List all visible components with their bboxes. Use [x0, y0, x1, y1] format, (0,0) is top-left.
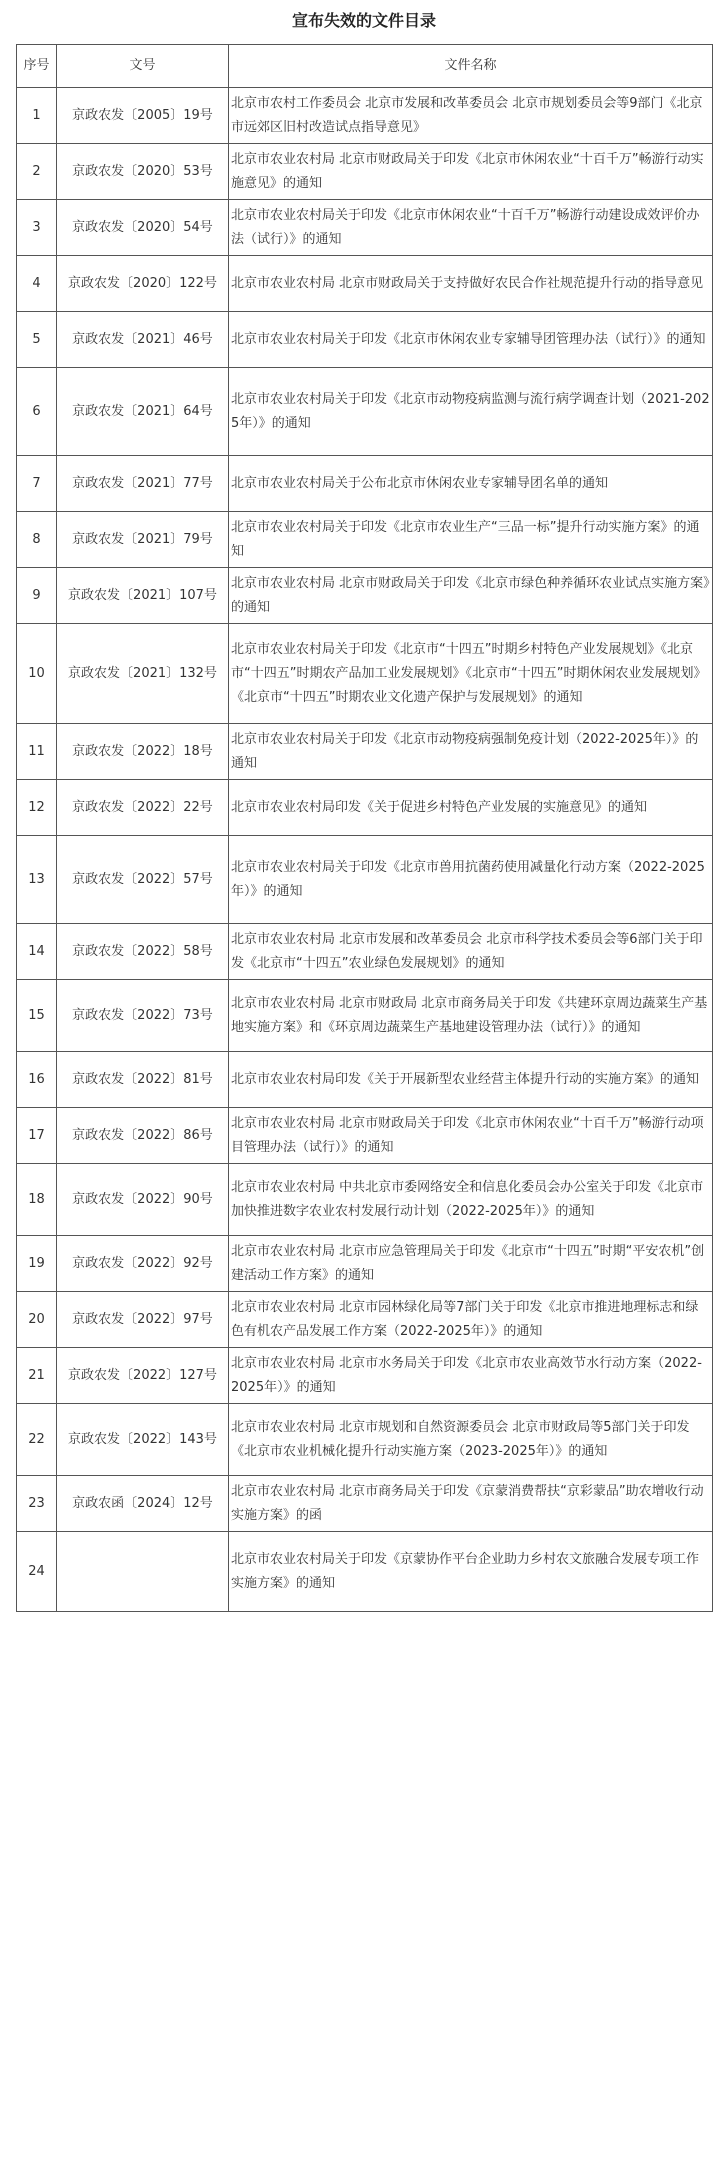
- row-index: 14: [17, 924, 57, 980]
- row-doc-name: 北京市农业农村局印发《关于促进乡村特色产业发展的实施意见》的通知: [229, 780, 713, 836]
- row-doc-number: 京政农发〔2022〕73号: [57, 980, 229, 1052]
- row-doc-name: 北京市农业农村局关于印发《京蒙协作平台企业助力乡村农文旅融合发展专项工作实施方案》的通知: [229, 1532, 713, 1612]
- row-doc-name: 北京市农业农村局印发《关于开展新型农业经营主体提升行动的实施方案》的通知: [229, 1052, 713, 1108]
- row-doc-number: 京政农发〔2022〕18号: [57, 724, 229, 780]
- table-row: [17, 1108, 713, 1164]
- table-row: [17, 144, 713, 200]
- row-doc-number: 京政农发〔2021〕107号: [57, 568, 229, 624]
- row-doc-name: 北京市农业农村局关于印发《北京市动物疫病强制免疫计划（2022-2025年）》的通知: [229, 724, 713, 780]
- table-row: [17, 368, 713, 456]
- row-doc-number: 京政农发〔2021〕64号: [57, 368, 229, 456]
- table-row: [17, 980, 713, 1052]
- row-doc-name: 北京市农业农村局 北京市发展和改革委员会 北京市科学技术委员会等6部门关于印发《北京市“十四五”农业绿色发展规划》的通知: [229, 924, 713, 980]
- row-doc-number: 京政农发〔2022〕127号: [57, 1348, 229, 1404]
- row-doc-name: 北京市农业农村局 北京市财政局关于印发《北京市绿色种养循环农业试点实施方案》的通知: [229, 568, 713, 624]
- row-doc-name: 北京市农业农村局 北京市财政局关于印发《北京市休闲农业“十百千万”畅游行动项目管理办法（试行）》的通知: [229, 1108, 713, 1164]
- row-index: 15: [17, 980, 57, 1052]
- row-index: 2: [17, 144, 57, 200]
- table-row: [17, 724, 713, 780]
- table-row: [17, 568, 713, 624]
- row-doc-number: 京政农发〔2022〕90号: [57, 1164, 229, 1236]
- table-row: [17, 312, 713, 368]
- row-doc-name: 北京市农业农村局 北京市财政局 北京市商务局关于印发《共建环京周边蔬菜生产基地实施方案》和《环京周边蔬菜生产基地建设管理办法（试行）》的通知: [229, 980, 713, 1052]
- row-index: 24: [17, 1532, 57, 1612]
- row-index: 6: [17, 368, 57, 456]
- row-index: 3: [17, 200, 57, 256]
- row-index: 16: [17, 1052, 57, 1108]
- table-row: [17, 1164, 713, 1236]
- row-doc-name: 北京市农业农村局关于印发《北京市动物疫病监测与流行病学调查计划（2021-2025年）》的通知: [229, 368, 713, 456]
- row-doc-name: 北京市农业农村局关于印发《北京市休闲农业“十百千万”畅游行动建设成效评价办法（试行）》的通知: [229, 200, 713, 256]
- table-row: [17, 256, 713, 312]
- table-row: [17, 456, 713, 512]
- row-doc-number: 京政农发〔2021〕77号: [57, 456, 229, 512]
- row-doc-name: 北京市农业农村局 中共北京市委网络安全和信息化委员会办公室关于印发《北京市加快推进数字农业农村发展行动计划（2022-2025年）》的通知: [229, 1164, 713, 1236]
- row-index: 4: [17, 256, 57, 312]
- row-index: 12: [17, 780, 57, 836]
- row-index: 19: [17, 1236, 57, 1292]
- header-index: 序号: [17, 45, 57, 88]
- row-index: 20: [17, 1292, 57, 1348]
- row-doc-name: 北京市农业农村局 北京市水务局关于印发《北京市农业高效节水行动方案（2022-2025年）》的通知: [229, 1348, 713, 1404]
- row-doc-number: 京政农发〔2022〕97号: [57, 1292, 229, 1348]
- row-doc-number: 京政农发〔2022〕81号: [57, 1052, 229, 1108]
- row-index: 11: [17, 724, 57, 780]
- row-doc-number: 京政农发〔2005〕19号: [57, 88, 229, 144]
- row-index: 7: [17, 456, 57, 512]
- row-index: 10: [17, 624, 57, 724]
- table-row: [17, 924, 713, 980]
- row-doc-number: 京政农发〔2020〕54号: [57, 200, 229, 256]
- row-index: 1: [17, 88, 57, 144]
- row-doc-name: 北京市农业农村局 北京市财政局关于印发《北京市休闲农业“十百千万”畅游行动实施意见》的通知: [229, 144, 713, 200]
- header-doc-name: 文件名称: [229, 45, 713, 88]
- table-row: [17, 512, 713, 568]
- row-index: 17: [17, 1108, 57, 1164]
- document-title: 宣布失效的文件目录: [291, 11, 436, 30]
- row-doc-name: 北京市农业农村局关于公布北京市休闲农业专家辅导团名单的通知: [229, 456, 713, 512]
- table-row: [17, 780, 713, 836]
- table-row: [17, 1292, 713, 1348]
- table-body: [17, 88, 713, 1612]
- row-doc-name: 北京市农业农村局关于印发《北京市兽用抗菌药使用减量化行动方案（2022-2025年）》的通知: [229, 836, 713, 924]
- table-row: [17, 1348, 713, 1404]
- table-row: [17, 1532, 713, 1612]
- row-index: 18: [17, 1164, 57, 1236]
- row-index: 13: [17, 836, 57, 924]
- row-doc-name: 北京市农业农村局关于印发《北京市“十四五”时期乡村特色产业发展规划》《北京市“十四五”时期农产品加工业发展规划》《北京市“十四五”时期休闲农业发展规划》《北京市“十四五”时期农业文化遗产保护与发展规划》的通知: [229, 624, 713, 724]
- row-doc-number: 京政农发〔2022〕143号: [57, 1404, 229, 1476]
- table-row: [17, 1052, 713, 1108]
- header-doc-number: 文号: [57, 45, 229, 88]
- row-index: 9: [17, 568, 57, 624]
- row-doc-number: 京政农发〔2021〕132号: [57, 624, 229, 724]
- row-doc-number: 京政农发〔2021〕79号: [57, 512, 229, 568]
- table-row: [17, 1404, 713, 1476]
- row-index: 23: [17, 1476, 57, 1532]
- row-doc-name: 北京市农业农村局 北京市应急管理局关于印发《北京市“十四五”时期“平安农机”创建活动工作方案》的通知: [229, 1236, 713, 1292]
- row-index: 22: [17, 1404, 57, 1476]
- row-doc-number: 京政农发〔2022〕92号: [57, 1236, 229, 1292]
- row-doc-name: 北京市农业农村局 北京市园林绿化局等7部门关于印发《北京市推进地理标志和绿色有机农产品发展工作方案（2022-2025年）》的通知: [229, 1292, 713, 1348]
- table-row: [17, 624, 713, 724]
- row-doc-number: 京政农函〔2024〕12号: [57, 1476, 229, 1532]
- row-index: 21: [17, 1348, 57, 1404]
- table-row: [17, 836, 713, 924]
- row-doc-number: 京政农发〔2022〕57号: [57, 836, 229, 924]
- row-doc-number: 京政农发〔2020〕53号: [57, 144, 229, 200]
- row-doc-number: [57, 1532, 229, 1612]
- table-row: [17, 1476, 713, 1532]
- table-row: [17, 1236, 713, 1292]
- row-doc-name: 北京市农业农村局 北京市规划和自然资源委员会 北京市财政局等5部门关于印发《北京市农业机械化提升行动实施方案（2023-2025年）》的通知: [229, 1404, 713, 1476]
- row-doc-number: 京政农发〔2022〕58号: [57, 924, 229, 980]
- row-doc-number: 京政农发〔2022〕22号: [57, 780, 229, 836]
- row-doc-number: 京政农发〔2022〕86号: [57, 1108, 229, 1164]
- row-doc-number: 京政农发〔2021〕46号: [57, 312, 229, 368]
- row-index: 5: [17, 312, 57, 368]
- document-table: [16, 44, 713, 1612]
- row-index: 8: [17, 512, 57, 568]
- table-row: [17, 200, 713, 256]
- row-doc-name: 北京市农业农村局关于印发《北京市农业生产“三品一标”提升行动实施方案》的通知: [229, 512, 713, 568]
- row-doc-name: 北京市农业农村局关于印发《北京市休闲农业专家辅导团管理办法（试行）》的通知: [229, 312, 713, 368]
- table-header-row: [17, 45, 713, 88]
- row-doc-number: 京政农发〔2020〕122号: [57, 256, 229, 312]
- table-row: [17, 88, 713, 144]
- row-doc-name: 北京市农业农村局 北京市财政局关于支持做好农民合作社规范提升行动的指导意见: [229, 256, 713, 312]
- row-doc-name: 北京市农业农村局 北京市商务局关于印发《京蒙消费帮扶“京彩蒙品”助农增收行动实施方案》的函: [229, 1476, 713, 1532]
- row-doc-name: 北京市农村工作委员会 北京市发展和改革委员会 北京市规划委员会等9部门《北京市远郊区旧村改造试点指导意见》: [229, 88, 713, 144]
